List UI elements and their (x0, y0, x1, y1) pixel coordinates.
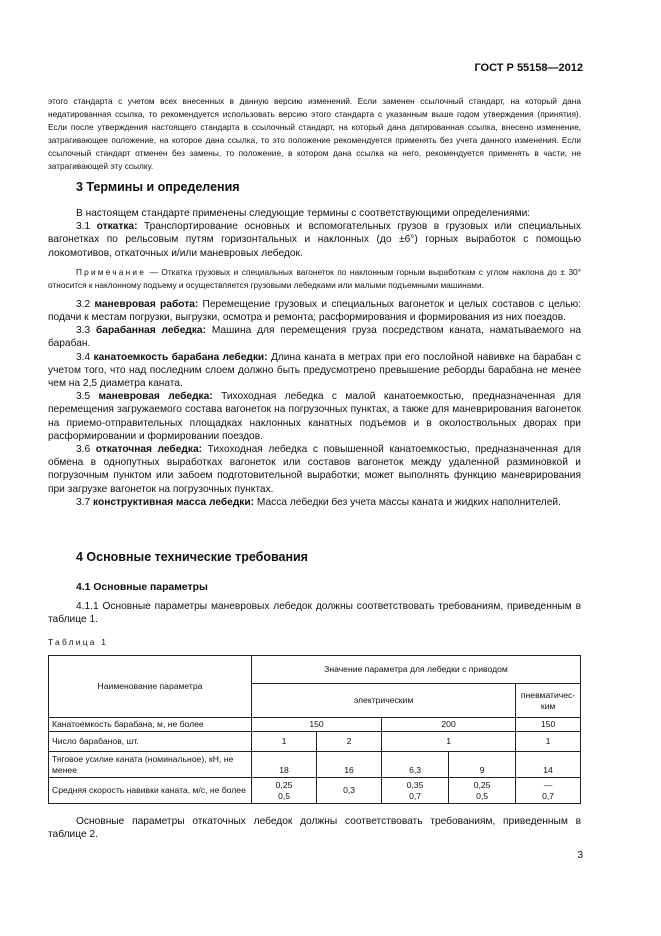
term-name: конструктивная масса лебедки: (93, 496, 255, 508)
section-4-1-heading: 4.1 Основные параметры (76, 582, 208, 593)
row-name: Тяговое усилие каната (номинальное), кН, не менее (49, 752, 252, 778)
term-number: 3.3 (76, 325, 91, 337)
term-number: 3.4 (76, 351, 91, 363)
term-3-2 (48, 298, 581, 324)
table-row (49, 778, 581, 804)
term-definition: Тихоходная лебедка с повышенной канатоемкостью, предназначенная для обмена в однопутных выработках вагонеток или составов вагонеток между удаленной разминовкой и погрузочным пунктом или забоем подготовительной выработки; может выполнять функцию маневрирования при загрузке вагонеток на погрузочных пунктах. (48, 444, 581, 495)
header-electric: электрическим (251, 684, 515, 718)
row-name: Средняя скорость навивки каната, м/с, не более (49, 778, 252, 804)
document-code: ГОСТ Р 55158—2012 (474, 62, 583, 74)
term-definition: Перемещение грузовых и специальных вагонеток и целых составов с целью: подачи к местам погрузки, выгрузки, осмотра и ремонта; расформирования и формирования из них поездов. (48, 298, 581, 324)
term-name: барабанная лебедка: (96, 325, 206, 337)
cell-value: 1 (516, 732, 581, 752)
refs-paragraph: этого стандарта с учетом всех внесенных в данную версию изменений. Если заменен ссылочный стандарт, на который дана недатированная ссылка, то рекомендуется использовать версию этого стандарта с указанным выше годом утверждения (принятия). Если после утверждения настоящего стандарта в ссылочный стандарт, на который дана датированная ссылка, внесено изменение, затрагивающее положение, на которое дана ссылка, то это положение рекомендуется применять без учета данного изменения. Если ссылочный стандарт отменен без замены, то положение, в котором дана ссылка на него, рекомендуется применять в части, не затрагивающей эту ссылку. (48, 96, 581, 171)
parameters-table (48, 655, 581, 804)
table-label: Таблица 1 (48, 637, 109, 647)
term-definition: Длина каната в метрах при его послойной навивке на барабан с учетом того, что над последним слоем должно быть предусмотрено превышение реборды барабана не менее чем на 2,5 диаметра каната. (48, 351, 581, 390)
cell-value: 200 (382, 718, 516, 732)
term-number: 3.5 (76, 391, 91, 403)
term-name: откатка: (96, 221, 138, 233)
note-text: — Откатка грузовых и специальных вагонеток по наклонным горным выработкам с углом наклона до ± 30° относится к наклонному подъему и осуществляется грузовыми лебедками или малыми подъемными машинами. (48, 266, 581, 290)
paragraph-4-1-1: 4.1.1 Основные параметры маневровых лебедок должны соответствовать требованиям, приведенным в таблице 1. (48, 601, 581, 626)
section-4-heading: 4 Основные технические требования (76, 550, 308, 564)
term-3-5 (48, 390, 581, 443)
term-definition: Транспортирование основных и вспомогательных грузов в грузовых или специальных вагонетках по рельсовым путям горизонтальных и наклонных (до ±6°) горных выработок с помощью локомотивов, откаточных и/или маневровых лебедок. (48, 221, 581, 259)
cell-value: 0,35 0,7 (382, 778, 449, 804)
term-definition: Машина для перемещения груза посредством каната, наматываемого на барабан. (48, 325, 581, 350)
cell-value: 0,3 (317, 778, 382, 804)
section-3-heading: 3 Термины и определения (76, 180, 240, 194)
note-label: Примечание (76, 266, 147, 277)
term-3-4 (48, 351, 581, 391)
cell-value: 16 (317, 752, 382, 778)
term-definition: Тихоходная лебедка с малой канатоемкостью, предназначенная для перемещения загружаемого состава вагонеток на погрузочных пунктах, а также для маневрирования вагонеток на приемо-отправительных площадках наклонных канатных подъемов и в околоствольных дворах при расформировании и формировании поездов. (48, 391, 581, 442)
term-number: 3.7 (76, 496, 91, 508)
table-header-row (49, 656, 581, 684)
term-name: маневровая лебедка: (98, 391, 213, 403)
cell-value: 9 (449, 752, 516, 778)
cell-value: 0,25 0,5 (449, 778, 516, 804)
term-3-3 (48, 324, 581, 350)
cell-value: 150 (516, 718, 581, 732)
term-3-1 (48, 220, 581, 260)
term-number: 3.6 (76, 444, 91, 456)
table-row (49, 732, 581, 752)
section-3-intro: В настоящем стандарте применены следующие термины с соответствующими определениями: (76, 208, 531, 219)
term-3-6 (48, 443, 581, 496)
row-name: Канатоемкость барабана, м, не более (49, 718, 252, 732)
header-pneumatic: пневматичес-ким (516, 684, 581, 718)
term-number: 3.1 (76, 221, 91, 233)
row-name: Число барабанов, шт. (49, 732, 252, 752)
cell-value: 2 (317, 732, 382, 752)
term-definition: Масса лебедки без учета массы каната и жидких наполнителей. (256, 496, 561, 508)
term-name: маневровая работа: (94, 298, 199, 310)
term-name: откаточная лебедка: (95, 444, 202, 456)
cell-value: 6,3 (382, 752, 449, 778)
header-param-name: Наименование параметра (49, 656, 252, 718)
cell-value: 1 (251, 732, 316, 752)
table-row (49, 752, 581, 778)
closing-paragraph: Основные параметры откаточных лебедок должны соответствовать требованиям, приведенным в таблице 2. (48, 816, 581, 841)
page-number: 3 (577, 850, 583, 861)
cell-value: — 0,7 (516, 778, 581, 804)
header-value: Значение параметра для лебедки с приводом (251, 656, 580, 684)
cell-value: 14 (516, 752, 581, 778)
term-number: 3.2 (76, 298, 91, 310)
cell-value: 1 (382, 732, 516, 752)
term-3-7 (48, 496, 581, 509)
table-row (49, 718, 581, 732)
cell-value: 0,25 0,5 (251, 778, 316, 804)
term-name: канатоемкость барабана лебедки: (93, 351, 268, 363)
note-3-1 (48, 266, 581, 292)
cell-value: 18 (251, 752, 316, 778)
section-3-body (48, 207, 581, 509)
cell-value: 150 (251, 718, 381, 732)
